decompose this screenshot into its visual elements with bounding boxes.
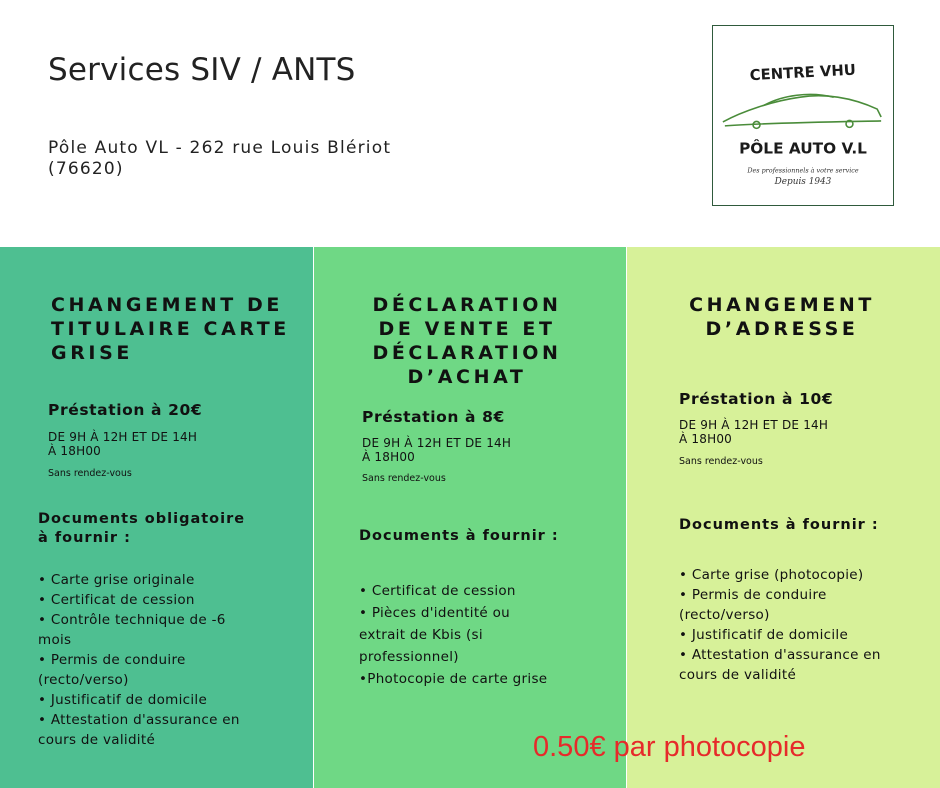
document-item: • Certificat de cession bbox=[38, 592, 195, 608]
opening-hours: DE 9H À 12H ET DE 14H À 18H00 bbox=[362, 436, 512, 464]
price: Préstation à 8€ bbox=[362, 408, 505, 426]
documents-title: Documents à fournir : bbox=[359, 528, 559, 544]
document-item: • Contrôle technique de -6 mois bbox=[38, 612, 226, 648]
column-title: CHANGEMENT D’ADRESSE bbox=[689, 294, 875, 340]
column-title: CHANGEMENT DE TITULAIRE CARTE GRISE bbox=[51, 294, 290, 364]
logo-tagline: Des professionnels à votre service bbox=[747, 166, 859, 175]
document-item: • Carte grise originale bbox=[38, 572, 195, 588]
price: Préstation à 10€ bbox=[679, 390, 834, 408]
document-item: • Justificatif de domicile bbox=[679, 627, 849, 643]
document-item: • Permis de conduire (recto/verso) bbox=[679, 587, 827, 623]
photocopy-price: 0.50€ par photocopie bbox=[533, 731, 806, 763]
document-item: • Attestation d'assurance en cours de validité bbox=[38, 712, 240, 748]
appointment-note: Sans rendez-vous bbox=[362, 473, 446, 484]
document-item: • Pièces d'identité ou extrait de Kbis (si professionnel) bbox=[359, 605, 511, 665]
appointment-note: Sans rendez-vous bbox=[48, 468, 132, 479]
documents-list bbox=[359, 580, 549, 690]
price: Préstation à 20€ bbox=[48, 401, 203, 419]
logo-main-text: PÔLE AUTO V.L bbox=[739, 139, 867, 158]
page-title: Services SIV / ANTS bbox=[48, 52, 356, 88]
document-item: • Attestation d'assurance en cours de validité bbox=[679, 647, 881, 683]
car-silhouette-icon bbox=[723, 94, 881, 128]
documents-title: Documents obligatoire à fournir : bbox=[38, 511, 246, 546]
documents-list bbox=[38, 570, 263, 750]
address: Pôle Auto VL - 262 rue Louis Blériot (76620) bbox=[48, 138, 392, 179]
documents-list bbox=[679, 565, 889, 685]
column-title: DÉCLARATION DE VENTE ET DÉCLARATION D’ACHAT bbox=[372, 294, 562, 388]
logo bbox=[712, 25, 894, 206]
document-item: • Carte grise (photocopie) bbox=[679, 567, 864, 583]
appointment-note: Sans rendez-vous bbox=[679, 456, 763, 467]
logo-since: Depuis 1943 bbox=[774, 177, 832, 188]
logo-top-text: CENTRE VHU bbox=[749, 61, 857, 85]
document-item: • Justificatif de domicile bbox=[38, 692, 208, 708]
document-item: •Photocopie de carte grise bbox=[359, 671, 548, 687]
documents-title: Documents à fournir : bbox=[679, 517, 879, 533]
document-item: • Permis de conduire (recto/verso) bbox=[38, 652, 186, 688]
opening-hours: DE 9H À 12H ET DE 14H À 18H00 bbox=[679, 418, 829, 446]
opening-hours: DE 9H À 12H ET DE 14H À 18H00 bbox=[48, 430, 198, 458]
document-item: • Certificat de cession bbox=[359, 583, 516, 599]
